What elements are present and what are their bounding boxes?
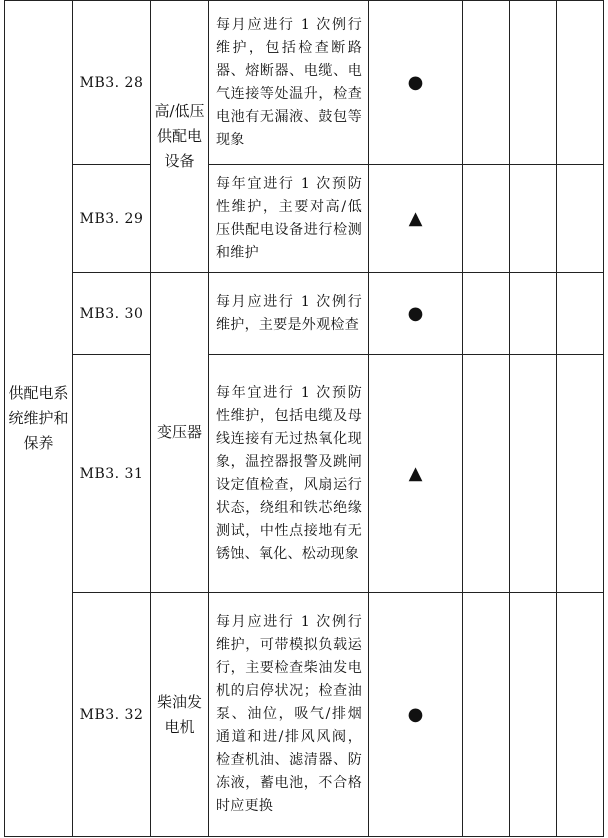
recommended-mark: ▲ — [369, 165, 463, 273]
blank-cell — [510, 1, 557, 165]
blank-cell — [557, 1, 604, 165]
category-cell: 供配电系统维护和保养 — [5, 1, 73, 837]
required-mark: ● — [369, 1, 463, 165]
required-mark: ● — [369, 273, 463, 355]
blank-cell — [463, 273, 510, 355]
maintenance-table — [4, 0, 604, 837]
blank-cell — [463, 165, 510, 273]
item-code: MB3. 29 — [73, 165, 151, 273]
table-row — [5, 593, 604, 837]
recommended-mark: ▲ — [369, 355, 463, 593]
table-row — [5, 165, 604, 273]
blank-cell — [463, 593, 510, 837]
item-code: MB3. 31 — [73, 355, 151, 593]
blank-cell — [557, 593, 604, 837]
item-code: MB3. 32 — [73, 593, 151, 837]
blank-cell — [510, 273, 557, 355]
table-row — [5, 1, 604, 165]
item-code: MB3. 28 — [73, 1, 151, 165]
item-description: 每年宜进行 1 次预防性维护，包括电缆及母线连接有无过热氧化现象，温控器报警及跳闸设定值检查，风扇运行状态，绕组和铁芯绝缘测试，中性点接地有无锈蚀、氧化、松动现象 — [209, 355, 369, 593]
blank-cell — [463, 355, 510, 593]
blank-cell — [463, 1, 510, 165]
table-row — [5, 273, 604, 355]
item-description: 每年宜进行 1 次预防性维护，主要对高/低压供配电设备进行检测和维护 — [209, 165, 369, 273]
blank-cell — [510, 165, 557, 273]
blank-cell — [557, 165, 604, 273]
required-mark: ● — [369, 593, 463, 837]
table-row — [5, 355, 604, 593]
item-description: 每月应进行 1 次例行维护，包括检查断路器、熔断器、电缆、电气连接等处温升，检查电池有无漏液、鼓包等现象 — [209, 1, 369, 165]
blank-cell — [510, 593, 557, 837]
item-code: MB3. 30 — [73, 273, 151, 355]
equipment-cell: 柴油发电机 — [151, 593, 209, 837]
item-description: 每月应进行 1 次例行维护，可带模拟负载运行，主要检查柴油发电机的启停状况；检查油泵、油位，吸气/排烟通道和进/排风风阀，检查机油、滤清器、防冻液，蓄电池，不合格时应更换 — [209, 593, 369, 837]
equipment-cell: 高/低压供配电设备 — [151, 1, 209, 273]
equipment-cell: 变压器 — [151, 273, 209, 593]
item-description: 每月应进行 1 次例行维护，主要是外观检查 — [209, 273, 369, 355]
blank-cell — [510, 355, 557, 593]
blank-cell — [557, 273, 604, 355]
blank-cell — [557, 355, 604, 593]
